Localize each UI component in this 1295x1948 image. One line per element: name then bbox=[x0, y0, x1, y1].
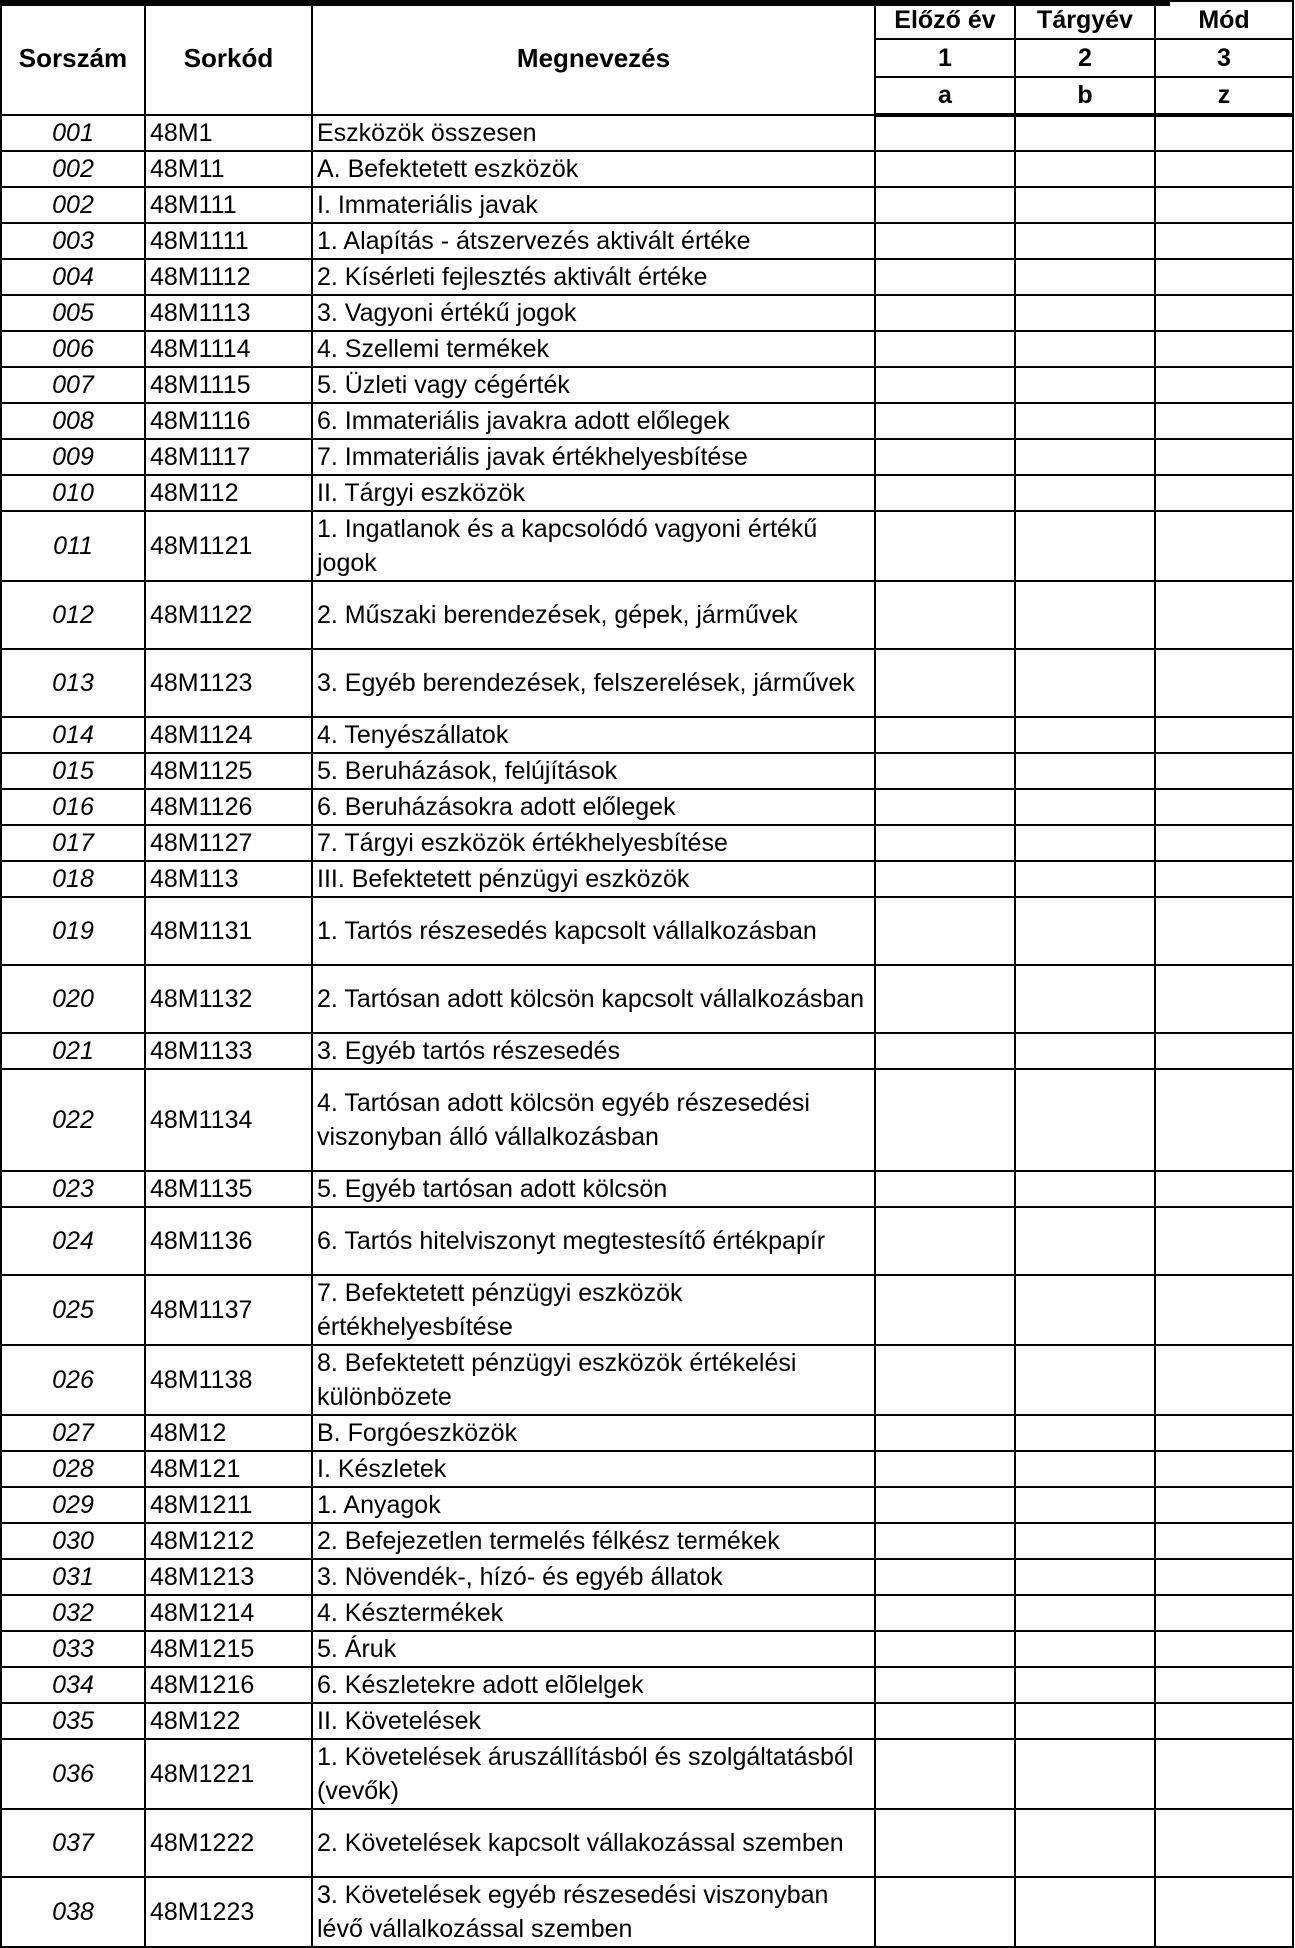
header-col-elozo-ev: Előző év bbox=[875, 1, 1015, 39]
row-sorkod: 48M1134 bbox=[145, 1069, 312, 1171]
row-megnevezes: 2. Követelések kapcsolt vállakozással szemben bbox=[312, 1809, 875, 1877]
table-row bbox=[1, 331, 1293, 367]
row-sorszam: 012 bbox=[1, 581, 145, 649]
table-row bbox=[1, 151, 1293, 187]
row-value-mod[interactable] bbox=[1155, 115, 1293, 151]
row-sorszam: 009 bbox=[1, 439, 145, 475]
row-value-mod[interactable] bbox=[1155, 403, 1293, 439]
row-value-elozo-ev[interactable] bbox=[875, 1559, 1015, 1595]
row-value-elozo-ev[interactable] bbox=[875, 1595, 1015, 1631]
row-sorkod: 48M1212 bbox=[145, 1523, 312, 1559]
row-value-targyev[interactable] bbox=[1015, 475, 1155, 511]
row-value-elozo-ev[interactable] bbox=[875, 717, 1015, 753]
row-value-elozo-ev[interactable] bbox=[875, 511, 1015, 581]
row-sorkod: 48M1124 bbox=[145, 717, 312, 753]
table-row bbox=[1, 649, 1293, 717]
table-row bbox=[1, 1345, 1293, 1415]
table-row bbox=[1, 259, 1293, 295]
row-value-targyev[interactable] bbox=[1015, 1171, 1155, 1207]
row-megnevezes: 3. Követelések egyéb részesedési viszonyban lévő vállalkozással szemben bbox=[312, 1877, 875, 1947]
table-row bbox=[1, 717, 1293, 753]
table-row bbox=[1, 1559, 1293, 1595]
row-value-mod[interactable] bbox=[1155, 1703, 1293, 1739]
header-megnevezes: Megnevezés bbox=[312, 1, 875, 115]
row-value-elozo-ev[interactable] bbox=[875, 1451, 1015, 1487]
row-value-elozo-ev[interactable] bbox=[875, 331, 1015, 367]
row-value-mod[interactable] bbox=[1155, 1033, 1293, 1069]
table-row bbox=[1, 897, 1293, 965]
row-value-elozo-ev[interactable] bbox=[875, 861, 1015, 897]
row-value-elozo-ev[interactable] bbox=[875, 825, 1015, 861]
row-value-elozo-ev[interactable] bbox=[875, 151, 1015, 187]
row-sorkod: 48M1126 bbox=[145, 789, 312, 825]
row-value-elozo-ev[interactable] bbox=[875, 1069, 1015, 1171]
row-sorkod: 48M1112 bbox=[145, 259, 312, 295]
row-sorkod: 48M1132 bbox=[145, 965, 312, 1033]
row-sorszam: 020 bbox=[1, 965, 145, 1033]
table-row bbox=[1, 1703, 1293, 1739]
row-value-mod[interactable] bbox=[1155, 581, 1293, 649]
row-value-mod[interactable] bbox=[1155, 1487, 1293, 1523]
row-sorszam: 028 bbox=[1, 1451, 145, 1487]
header-col-letter-a: a bbox=[875, 77, 1015, 115]
row-megnevezes: I. Készletek bbox=[312, 1451, 875, 1487]
table-row bbox=[1, 1523, 1293, 1559]
row-value-mod[interactable] bbox=[1155, 511, 1293, 581]
row-value-targyev[interactable] bbox=[1015, 1631, 1155, 1667]
row-megnevezes: 4. Késztermékek bbox=[312, 1595, 875, 1631]
row-value-mod[interactable] bbox=[1155, 223, 1293, 259]
row-value-targyev[interactable] bbox=[1015, 1415, 1155, 1451]
row-sorszam: 014 bbox=[1, 717, 145, 753]
row-sorszam: 016 bbox=[1, 789, 145, 825]
row-value-mod[interactable] bbox=[1155, 897, 1293, 965]
row-megnevezes: 3. Egyéb tartós részesedés bbox=[312, 1033, 875, 1069]
row-value-elozo-ev[interactable] bbox=[875, 1171, 1015, 1207]
row-sorszam: 019 bbox=[1, 897, 145, 965]
row-value-targyev[interactable] bbox=[1015, 1451, 1155, 1487]
table-row bbox=[1, 403, 1293, 439]
row-sorszam: 023 bbox=[1, 1171, 145, 1207]
row-value-mod[interactable] bbox=[1155, 825, 1293, 861]
table-row bbox=[1, 295, 1293, 331]
row-megnevezes: 5. Áruk bbox=[312, 1631, 875, 1667]
row-sorszam: 006 bbox=[1, 331, 145, 367]
row-value-mod[interactable] bbox=[1155, 861, 1293, 897]
row-megnevezes: 2. Tartósan adott kölcsön kapcsolt vállalkozásban bbox=[312, 965, 875, 1033]
row-value-mod[interactable] bbox=[1155, 789, 1293, 825]
row-sorszam: 033 bbox=[1, 1631, 145, 1667]
row-value-targyev[interactable] bbox=[1015, 1559, 1155, 1595]
row-sorszam: 026 bbox=[1, 1345, 145, 1415]
row-value-mod[interactable] bbox=[1155, 965, 1293, 1033]
row-sorszam: 005 bbox=[1, 295, 145, 331]
row-value-elozo-ev[interactable] bbox=[875, 1667, 1015, 1703]
row-sorkod: 48M1137 bbox=[145, 1275, 312, 1345]
table-row bbox=[1, 1739, 1293, 1809]
table-row bbox=[1, 475, 1293, 511]
row-sorszam: 008 bbox=[1, 403, 145, 439]
row-megnevezes: III. Befektetett pénzügyi eszközök bbox=[312, 861, 875, 897]
row-value-elozo-ev[interactable] bbox=[875, 897, 1015, 965]
row-megnevezes: Eszközök összesen bbox=[312, 115, 875, 151]
table-row bbox=[1, 825, 1293, 861]
row-value-targyev[interactable] bbox=[1015, 753, 1155, 789]
row-megnevezes: 2. Befejezetlen termelés félkész termékek bbox=[312, 1523, 875, 1559]
table-row bbox=[1, 223, 1293, 259]
table-body bbox=[1, 115, 1293, 1947]
row-value-mod[interactable] bbox=[1155, 1739, 1293, 1809]
row-value-mod[interactable] bbox=[1155, 1069, 1293, 1171]
row-value-elozo-ev[interactable] bbox=[875, 1877, 1015, 1947]
row-sorszam: 007 bbox=[1, 367, 145, 403]
row-value-elozo-ev[interactable] bbox=[875, 1631, 1015, 1667]
row-sorszam: 021 bbox=[1, 1033, 145, 1069]
row-sorszam: 013 bbox=[1, 649, 145, 717]
row-value-elozo-ev[interactable] bbox=[875, 403, 1015, 439]
row-value-targyev[interactable] bbox=[1015, 187, 1155, 223]
row-sorkod: 48M122 bbox=[145, 1703, 312, 1739]
row-sorszam: 001 bbox=[1, 115, 145, 151]
row-value-elozo-ev[interactable] bbox=[875, 753, 1015, 789]
table-row bbox=[1, 789, 1293, 825]
header-col-number-1: 1 bbox=[875, 39, 1015, 77]
table-row bbox=[1, 511, 1293, 581]
row-megnevezes: 5. Egyéb tartósan adott kölcsön bbox=[312, 1171, 875, 1207]
header-col-mod: Mód bbox=[1155, 1, 1293, 39]
row-sorkod: 48M1136 bbox=[145, 1207, 312, 1275]
row-sorszam: 029 bbox=[1, 1487, 145, 1523]
table-row bbox=[1, 1171, 1293, 1207]
row-value-targyev[interactable] bbox=[1015, 1033, 1155, 1069]
row-sorkod: 48M1127 bbox=[145, 825, 312, 861]
row-sorkod: 48M12 bbox=[145, 1415, 312, 1451]
row-megnevezes: B. Forgóeszközök bbox=[312, 1415, 875, 1451]
row-sorkod: 48M111 bbox=[145, 187, 312, 223]
row-value-elozo-ev[interactable] bbox=[875, 1809, 1015, 1877]
row-value-targyev[interactable] bbox=[1015, 1703, 1155, 1739]
row-value-targyev[interactable] bbox=[1015, 259, 1155, 295]
row-sorszam: 031 bbox=[1, 1559, 145, 1595]
row-value-mod[interactable] bbox=[1155, 753, 1293, 789]
table-row bbox=[1, 861, 1293, 897]
table-row bbox=[1, 965, 1293, 1033]
row-value-elozo-ev[interactable] bbox=[875, 1033, 1015, 1069]
table-row bbox=[1, 1415, 1293, 1451]
row-value-mod[interactable] bbox=[1155, 187, 1293, 223]
row-megnevezes: 2. Kísérleti fejlesztés aktivált értéke bbox=[312, 259, 875, 295]
row-value-elozo-ev[interactable] bbox=[875, 367, 1015, 403]
row-value-targyev[interactable] bbox=[1015, 1523, 1155, 1559]
row-value-elozo-ev[interactable] bbox=[875, 223, 1015, 259]
row-value-elozo-ev[interactable] bbox=[875, 1207, 1015, 1275]
row-sorszam: 002 bbox=[1, 151, 145, 187]
row-megnevezes: 3. Növendék-, hízó- és egyéb állatok bbox=[312, 1559, 875, 1595]
row-value-elozo-ev[interactable] bbox=[875, 259, 1015, 295]
row-value-targyev[interactable] bbox=[1015, 1275, 1155, 1345]
row-value-elozo-ev[interactable] bbox=[875, 581, 1015, 649]
row-sorszam: 003 bbox=[1, 223, 145, 259]
row-sorszam: 022 bbox=[1, 1069, 145, 1171]
table-row bbox=[1, 1595, 1293, 1631]
row-sorkod: 48M1111 bbox=[145, 223, 312, 259]
row-value-targyev[interactable] bbox=[1015, 861, 1155, 897]
row-value-mod[interactable] bbox=[1155, 439, 1293, 475]
row-value-mod[interactable] bbox=[1155, 1559, 1293, 1595]
table-row bbox=[1, 187, 1293, 223]
row-megnevezes: 5. Üzleti vagy cégérték bbox=[312, 367, 875, 403]
row-value-mod[interactable] bbox=[1155, 1451, 1293, 1487]
table-row bbox=[1, 1275, 1293, 1345]
row-value-targyev[interactable] bbox=[1015, 511, 1155, 581]
row-value-targyev[interactable] bbox=[1015, 403, 1155, 439]
row-value-mod[interactable] bbox=[1155, 717, 1293, 753]
table-row bbox=[1, 115, 1293, 151]
row-sorkod: 48M1216 bbox=[145, 1667, 312, 1703]
row-sorkod: 48M1116 bbox=[145, 403, 312, 439]
row-value-mod[interactable] bbox=[1155, 331, 1293, 367]
row-value-mod[interactable] bbox=[1155, 259, 1293, 295]
row-sorszam: 010 bbox=[1, 475, 145, 511]
header-row-labels bbox=[1, 1, 1293, 39]
row-value-mod[interactable] bbox=[1155, 1275, 1293, 1345]
row-sorszam: 025 bbox=[1, 1275, 145, 1345]
table-row bbox=[1, 1487, 1293, 1523]
row-value-targyev[interactable] bbox=[1015, 965, 1155, 1033]
row-sorkod: 48M1117 bbox=[145, 439, 312, 475]
table-row bbox=[1, 1667, 1293, 1703]
row-value-mod[interactable] bbox=[1155, 1207, 1293, 1275]
row-megnevezes: 1. Alapítás - átszervezés aktivált értéke bbox=[312, 223, 875, 259]
row-value-elozo-ev[interactable] bbox=[875, 1487, 1015, 1523]
row-value-targyev[interactable] bbox=[1015, 295, 1155, 331]
row-value-mod[interactable] bbox=[1155, 1523, 1293, 1559]
row-value-mod[interactable] bbox=[1155, 1415, 1293, 1451]
row-sorszam: 015 bbox=[1, 753, 145, 789]
row-value-targyev[interactable] bbox=[1015, 1207, 1155, 1275]
header-sorszam: Sorszám bbox=[1, 1, 145, 115]
row-value-elozo-ev[interactable] bbox=[875, 439, 1015, 475]
row-megnevezes: 6. Készletekre adott elõlelgek bbox=[312, 1667, 875, 1703]
row-megnevezes: 4. Szellemi termékek bbox=[312, 331, 875, 367]
row-value-targyev[interactable] bbox=[1015, 717, 1155, 753]
row-value-mod[interactable] bbox=[1155, 1667, 1293, 1703]
row-sorkod: 48M1114 bbox=[145, 331, 312, 367]
row-megnevezes: 1. Ingatlanok és a kapcsolódó vagyoni értékű jogok bbox=[312, 511, 875, 581]
row-value-targyev[interactable] bbox=[1015, 897, 1155, 965]
row-value-mod[interactable] bbox=[1155, 1631, 1293, 1667]
row-value-mod[interactable] bbox=[1155, 475, 1293, 511]
row-sorkod: 48M1213 bbox=[145, 1559, 312, 1595]
row-megnevezes: 1. Tartós részesedés kapcsolt vállalkozásban bbox=[312, 897, 875, 965]
row-sorkod: 48M1133 bbox=[145, 1033, 312, 1069]
row-megnevezes: 7. Befektetett pénzügyi eszközök értékhelyesbítése bbox=[312, 1275, 875, 1345]
row-sorkod: 48M112 bbox=[145, 475, 312, 511]
row-value-elozo-ev[interactable] bbox=[875, 1345, 1015, 1415]
row-sorkod: 48M121 bbox=[145, 1451, 312, 1487]
row-value-elozo-ev[interactable] bbox=[875, 789, 1015, 825]
row-sorszam: 011 bbox=[1, 511, 145, 581]
row-value-targyev[interactable] bbox=[1015, 331, 1155, 367]
row-sorszam: 017 bbox=[1, 825, 145, 861]
row-value-mod[interactable] bbox=[1155, 295, 1293, 331]
row-value-mod[interactable] bbox=[1155, 367, 1293, 403]
header-col-number-2: 2 bbox=[1015, 39, 1155, 77]
row-megnevezes: 1. Anyagok bbox=[312, 1487, 875, 1523]
row-sorszam: 018 bbox=[1, 861, 145, 897]
row-sorkod: 48M1121 bbox=[145, 511, 312, 581]
row-sorkod: 48M1115 bbox=[145, 367, 312, 403]
row-sorkod: 48M1131 bbox=[145, 897, 312, 965]
row-value-targyev[interactable] bbox=[1015, 825, 1155, 861]
row-sorszam: 030 bbox=[1, 1523, 145, 1559]
table-row bbox=[1, 1451, 1293, 1487]
row-value-targyev[interactable] bbox=[1015, 151, 1155, 187]
row-value-elozo-ev[interactable] bbox=[875, 115, 1015, 151]
row-value-mod[interactable] bbox=[1155, 649, 1293, 717]
row-sorkod: 48M1222 bbox=[145, 1809, 312, 1877]
table-row bbox=[1, 581, 1293, 649]
row-megnevezes: 6. Beruházásokra adott előlegek bbox=[312, 789, 875, 825]
row-value-elozo-ev[interactable] bbox=[875, 295, 1015, 331]
row-megnevezes: 4. Tartósan adott kölcsön egyéb részesedési viszonyban álló vállalkozásban bbox=[312, 1069, 875, 1171]
table-row bbox=[1, 1207, 1293, 1275]
table-row bbox=[1, 753, 1293, 789]
table-row bbox=[1, 439, 1293, 475]
table-row bbox=[1, 1069, 1293, 1171]
row-sorkod: 48M1125 bbox=[145, 753, 312, 789]
row-value-targyev[interactable] bbox=[1015, 1487, 1155, 1523]
row-value-targyev[interactable] bbox=[1015, 1069, 1155, 1171]
table-row bbox=[1, 367, 1293, 403]
row-value-mod[interactable] bbox=[1155, 1877, 1293, 1947]
header-col-letter-b: b bbox=[1015, 77, 1155, 115]
row-value-targyev[interactable] bbox=[1015, 1595, 1155, 1631]
row-value-mod[interactable] bbox=[1155, 1809, 1293, 1877]
row-value-mod[interactable] bbox=[1155, 1171, 1293, 1207]
row-sorkod: 48M1138 bbox=[145, 1345, 312, 1415]
row-megnevezes: 7. Immateriális javak értékhelyesbítése bbox=[312, 439, 875, 475]
row-value-targyev[interactable] bbox=[1015, 649, 1155, 717]
row-sorkod: 48M1123 bbox=[145, 649, 312, 717]
row-value-mod[interactable] bbox=[1155, 1345, 1293, 1415]
row-sorszam: 024 bbox=[1, 1207, 145, 1275]
row-value-elozo-ev[interactable] bbox=[875, 965, 1015, 1033]
row-megnevezes: 5. Beruházások, felújítások bbox=[312, 753, 875, 789]
row-megnevezes: I. Immateriális javak bbox=[312, 187, 875, 223]
row-megnevezes: A. Befektetett eszközök bbox=[312, 151, 875, 187]
row-megnevezes: 6. Immateriális javakra adott előlegek bbox=[312, 403, 875, 439]
row-value-elozo-ev[interactable] bbox=[875, 649, 1015, 717]
row-value-mod[interactable] bbox=[1155, 1595, 1293, 1631]
row-value-targyev[interactable] bbox=[1015, 115, 1155, 151]
table-row bbox=[1, 1631, 1293, 1667]
row-megnevezes: 7. Tárgyi eszközök értékhelyesbítése bbox=[312, 825, 875, 861]
row-sorszam: 037 bbox=[1, 1809, 145, 1877]
row-value-targyev[interactable] bbox=[1015, 1809, 1155, 1877]
row-value-elozo-ev[interactable] bbox=[875, 1415, 1015, 1451]
row-sorszam: 038 bbox=[1, 1877, 145, 1947]
row-megnevezes: II. Tárgyi eszközök bbox=[312, 475, 875, 511]
row-megnevezes: II. Követelések bbox=[312, 1703, 875, 1739]
row-sorszam: 027 bbox=[1, 1415, 145, 1451]
row-value-targyev[interactable] bbox=[1015, 1877, 1155, 1947]
row-value-elozo-ev[interactable] bbox=[875, 1275, 1015, 1345]
row-value-targyev[interactable] bbox=[1015, 439, 1155, 475]
row-value-targyev[interactable] bbox=[1015, 223, 1155, 259]
row-sorkod: 48M1214 bbox=[145, 1595, 312, 1631]
row-sorszam: 035 bbox=[1, 1703, 145, 1739]
row-value-elozo-ev[interactable] bbox=[875, 1523, 1015, 1559]
header-col-letter-z: z bbox=[1155, 77, 1293, 115]
row-value-elozo-ev[interactable] bbox=[875, 1703, 1015, 1739]
row-sorszam: 002 bbox=[1, 187, 145, 223]
header-sorkod: Sorkód bbox=[145, 1, 312, 115]
row-sorkod: 48M1135 bbox=[145, 1171, 312, 1207]
row-value-targyev[interactable] bbox=[1015, 789, 1155, 825]
header-col-targyev: Tárgyév bbox=[1015, 1, 1155, 39]
row-megnevezes: 3. Egyéb berendezések, felszerelések, járművek bbox=[312, 649, 875, 717]
row-megnevezes: 1. Követelések áruszállításból és szolgáltatásból (vevők) bbox=[312, 1739, 875, 1809]
row-sorkod: 48M11 bbox=[145, 151, 312, 187]
row-sorkod: 48M1211 bbox=[145, 1487, 312, 1523]
row-sorkod: 48M113 bbox=[145, 861, 312, 897]
row-value-elozo-ev[interactable] bbox=[875, 187, 1015, 223]
row-value-targyev[interactable] bbox=[1015, 367, 1155, 403]
row-sorkod: 48M1122 bbox=[145, 581, 312, 649]
table-row bbox=[1, 1877, 1293, 1947]
row-sorkod: 48M1113 bbox=[145, 295, 312, 331]
row-megnevezes: 3. Vagyoni értékű jogok bbox=[312, 295, 875, 331]
row-value-targyev[interactable] bbox=[1015, 581, 1155, 649]
row-value-elozo-ev[interactable] bbox=[875, 1739, 1015, 1809]
row-sorkod: 48M1221 bbox=[145, 1739, 312, 1809]
header-col-number-3: 3 bbox=[1155, 39, 1293, 77]
row-sorszam: 036 bbox=[1, 1739, 145, 1809]
row-sorszam: 032 bbox=[1, 1595, 145, 1631]
row-megnevezes: 4. Tenyészállatok bbox=[312, 717, 875, 753]
row-megnevezes: 6. Tartós hitelviszonyt megtestesítő értékpapír bbox=[312, 1207, 875, 1275]
row-sorszam: 034 bbox=[1, 1667, 145, 1703]
row-sorszam: 004 bbox=[1, 259, 145, 295]
row-value-targyev[interactable] bbox=[1015, 1345, 1155, 1415]
row-value-targyev[interactable] bbox=[1015, 1667, 1155, 1703]
row-megnevezes: 2. Műszaki berendezések, gépek, járművek bbox=[312, 581, 875, 649]
table-row bbox=[1, 1033, 1293, 1069]
row-value-mod[interactable] bbox=[1155, 151, 1293, 187]
row-value-targyev[interactable] bbox=[1015, 1739, 1155, 1809]
row-megnevezes: 8. Befektetett pénzügyi eszközök értékelési különbözete bbox=[312, 1345, 875, 1415]
row-sorkod: 48M1 bbox=[145, 115, 312, 151]
row-sorkod: 48M1215 bbox=[145, 1631, 312, 1667]
row-value-elozo-ev[interactable] bbox=[875, 475, 1015, 511]
row-sorkod: 48M1223 bbox=[145, 1877, 312, 1947]
table-row bbox=[1, 1809, 1293, 1877]
